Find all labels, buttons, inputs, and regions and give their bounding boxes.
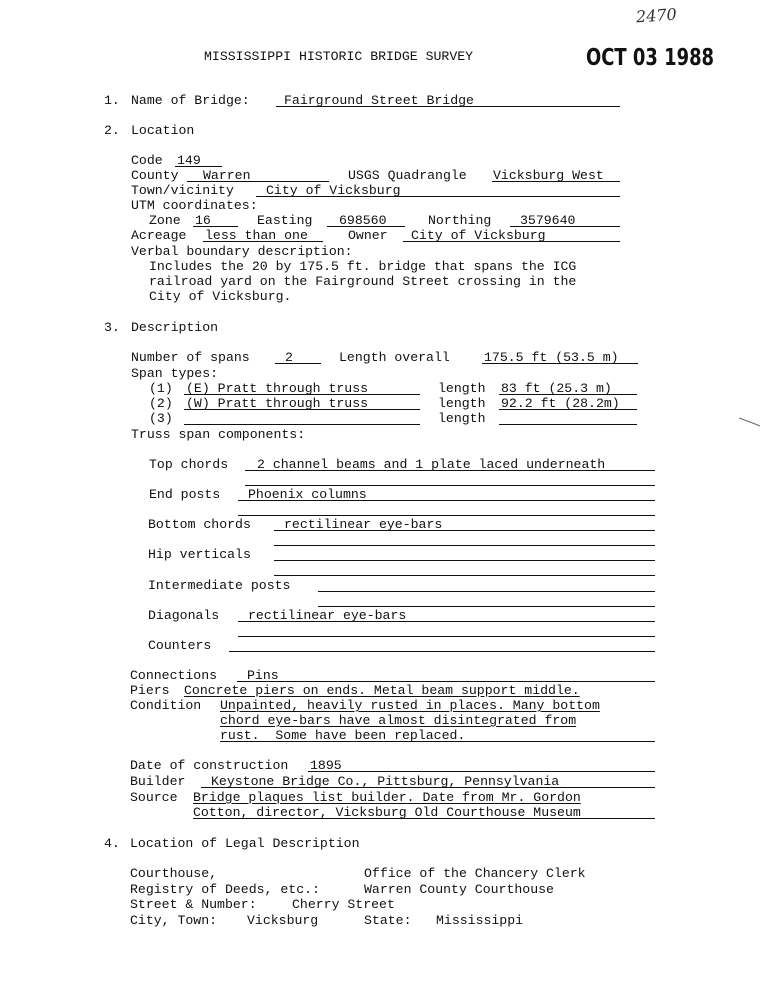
span-3-length-label: length: [438, 411, 486, 426]
source-line: Cotton, director, Vicksburg Old Courthouse Museum: [193, 805, 581, 820]
city-label: City, Town:: [130, 913, 218, 928]
easting-label: Easting: [257, 213, 313, 228]
spans-label: Number of spans: [131, 350, 250, 365]
county-label: County: [131, 168, 179, 183]
condition-line: chord eye-bars have almost disintegrated from: [220, 713, 577, 728]
owner-value: City of Vicksburg: [411, 228, 546, 243]
courthouse-label: Courthouse,: [130, 866, 218, 881]
intermediate-posts-rule-2: [318, 606, 655, 607]
town-rule: [256, 196, 620, 197]
diagonals-rule-2: [238, 636, 655, 637]
end-posts-rule-2: [238, 515, 655, 516]
top-chords-value: 2 channel beams and 1 plate laced underneath: [257, 457, 606, 472]
length-overall-value: 175.5 ft (53.5 m): [484, 350, 619, 365]
span-3-length-rule: [499, 424, 637, 425]
bridge-name-label: Name of Bridge:: [131, 93, 250, 108]
top-chords-rule-2: [245, 485, 655, 486]
bridge-name-value: Fairground Street Bridge: [284, 93, 474, 108]
diagonals-label: Diagonals: [148, 608, 220, 623]
length-overall-rule: [482, 363, 638, 364]
verbal-line: City of Vicksburg.: [149, 289, 292, 304]
diagonals-value: rectilinear eye-bars: [248, 608, 407, 623]
span-2-length-label: length: [438, 396, 486, 411]
verbal-line: Includes the 20 by 175.5 ft. bridge that spans the ICG: [149, 259, 577, 274]
zone-rule: [193, 226, 238, 227]
hip-verticals-rule-2: [274, 575, 655, 576]
intermediate-posts-label: Intermediate posts: [148, 578, 291, 593]
intermediate-posts-rule: [318, 591, 655, 592]
span-2-length: 92.2 ft (28.2m): [501, 396, 620, 411]
bottom-chords-rule-2: [274, 545, 655, 546]
connections-value: Pins: [247, 668, 279, 683]
span-1-number: (1): [149, 381, 173, 396]
margin-pen-mark: [738, 416, 762, 428]
state-label: State:: [364, 913, 412, 928]
verbal-line: railroad yard on the Fairground Street crossing in the: [149, 274, 577, 289]
span-1-length-label: length: [438, 381, 486, 396]
connections-label: Connections: [130, 668, 218, 683]
easting-rule: [327, 226, 405, 227]
bottom-chords-value: rectilinear eye-bars: [284, 517, 443, 532]
section-4-heading: Location of Legal Description: [130, 836, 360, 851]
counters-rule: [229, 651, 655, 652]
section-3-number: 3.: [104, 320, 120, 335]
source-label: Source: [130, 790, 178, 805]
acreage-value: less than one: [205, 228, 308, 243]
acreage-rule: [203, 241, 323, 242]
spans-rule: [275, 363, 321, 364]
source-rule: [193, 818, 655, 819]
connections-rule: [237, 681, 655, 682]
northing-label: Northing: [428, 213, 492, 228]
acreage-label: Acreage: [131, 228, 187, 243]
section-3-heading: Description: [131, 320, 219, 335]
section-2-heading: Location: [131, 123, 195, 138]
code-rule: [175, 166, 222, 167]
date-label: Date of construction: [130, 758, 289, 773]
components-label: Truss span components:: [131, 427, 306, 442]
date-stamp: OCT 03 1988: [586, 45, 715, 71]
span-2-length-rule: [499, 409, 637, 410]
date-value: 1895: [310, 758, 342, 773]
northing-rule: [510, 226, 620, 227]
owner-rule: [403, 241, 620, 242]
code-label: Code: [131, 153, 163, 168]
span-2-rule: [184, 409, 420, 410]
span-1-length-rule: [499, 394, 637, 395]
bottom-chords-rule: [274, 530, 655, 531]
piers-value: Concrete piers on ends. Metal beam support middle.: [184, 683, 580, 698]
easting-value: 698560: [339, 213, 387, 228]
builder-rule: [201, 787, 655, 788]
town-label: Town/vicinity: [131, 183, 234, 198]
length-overall-label: Length overall: [339, 350, 450, 365]
top-chords-rule: [245, 470, 655, 471]
span-3-rule: [184, 424, 420, 425]
street-label: Street & Number:: [130, 897, 257, 912]
counters-label: Counters: [148, 638, 212, 653]
condition-line: rust. Some have been replaced.: [220, 728, 466, 743]
usgs-value: Vicksburg West: [493, 168, 604, 183]
spans-value: 2: [285, 350, 293, 365]
registry-value: Warren County Courthouse: [364, 882, 554, 897]
county-value: Warren: [203, 168, 251, 183]
northing-value: 3579640: [520, 213, 576, 228]
span-1-type: (E) Pratt through truss: [186, 381, 369, 396]
span-2-number: (2): [149, 396, 173, 411]
zone-label: Zone: [149, 213, 181, 228]
section-2-number: 2.: [104, 123, 120, 138]
end-posts-label: End posts: [149, 487, 221, 502]
builder-label: Builder: [130, 774, 186, 789]
usgs-rule: [492, 181, 620, 182]
end-posts-value: Phoenix columns: [248, 487, 367, 502]
town-value: City of Vicksburg: [266, 183, 401, 198]
date-rule: [308, 771, 655, 772]
code-value: 149: [177, 153, 201, 168]
piers-label: Piers: [130, 683, 170, 698]
condition-label: Condition: [130, 698, 202, 713]
registry-label: Registry of Deeds, etc.:: [130, 882, 320, 897]
county-rule: [187, 181, 329, 182]
handwritten-id: 2470: [635, 4, 678, 27]
city-value: Vicksburg: [247, 913, 319, 928]
source-line: Bridge plaques list builder. Date from Mr. Gordon: [193, 790, 581, 805]
top-chords-label: Top chords: [149, 457, 229, 472]
zone-value: 16: [195, 213, 211, 228]
end-posts-rule: [238, 500, 655, 501]
utm-label: UTM coordinates:: [131, 198, 258, 213]
condition-line: Unpainted, heavily rusted in places. Many bottom: [220, 698, 600, 713]
diagonals-rule: [238, 621, 655, 622]
span-2-type: (W) Pratt through truss: [186, 396, 369, 411]
hip-verticals-label: Hip verticals: [148, 547, 251, 562]
span-types-label: Span types:: [131, 366, 219, 381]
span-3-number: (3): [149, 411, 173, 426]
section-4-number: 4.: [104, 836, 120, 851]
section-1-number: 1.: [104, 93, 120, 108]
condition-rule: [220, 741, 655, 742]
bridge-name-rule: [276, 106, 620, 107]
hip-verticals-rule: [274, 560, 655, 561]
bottom-chords-label: Bottom chords: [148, 517, 251, 532]
courthouse-value: Office of the Chancery Clerk: [364, 866, 586, 881]
street-value: Cherry Street: [292, 897, 395, 912]
owner-label: Owner: [348, 228, 388, 243]
span-1-rule: [184, 394, 420, 395]
verbal-label: Verbal boundary description:: [131, 244, 353, 259]
usgs-label: USGS Quadrangle: [348, 168, 467, 183]
builder-value: Keystone Bridge Co., Pittsburg, Pennsylvania: [211, 774, 560, 789]
state-value: Mississippi: [436, 913, 524, 928]
span-1-length: 83 ft (25.3 m): [501, 381, 612, 396]
page-title: MISSISSIPPI HISTORIC BRIDGE SURVEY: [204, 49, 474, 64]
